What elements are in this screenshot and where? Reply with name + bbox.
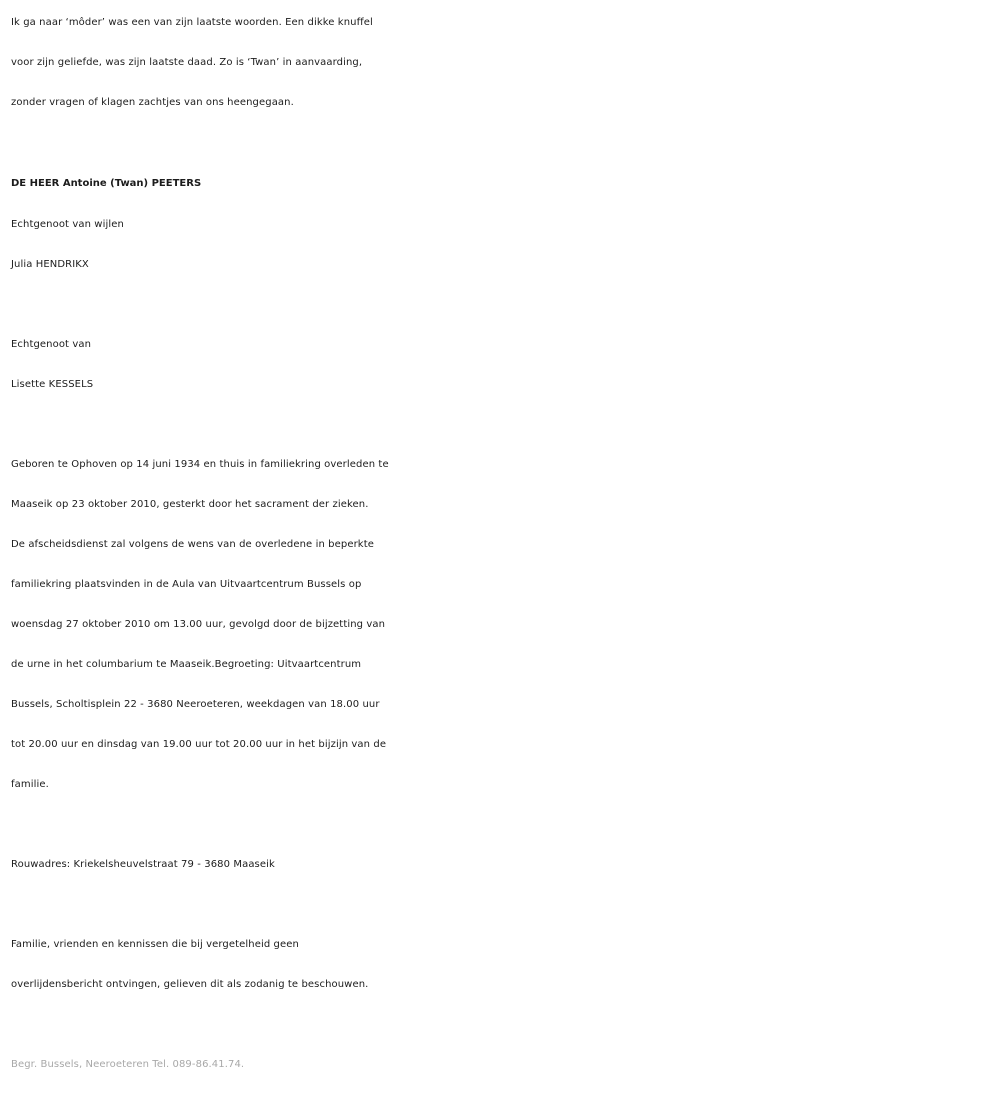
- deceased-name-heading: DE HEER Antoine (Twan) PEETERS: [11, 178, 202, 189]
- details-line: De afscheidsdienst zal volgens de wens van de overledene in beperkte: [11, 539, 374, 550]
- footer-block: [11, 1045, 996, 1085]
- notice-paragraph: [11, 925, 996, 1005]
- intro-line: voor zijn geliefde, was zijn laatste daad. Zo is ‘Twan’ in aanvaarding,: [11, 57, 363, 68]
- notice-line: overlijdensbericht ontvingen, gelieven dit als zodanig te beschouwen.: [11, 979, 369, 990]
- obituary-notice: [11, 3, 996, 1085]
- late-spouse-name: Julia HENDRIKX: [11, 259, 89, 270]
- late-spouse-label: Echtgenoot van wijlen: [11, 219, 124, 230]
- notice-line: Familie, vrienden en kennissen die bij vergetelheid geen: [11, 939, 299, 950]
- spouse-name: Lisette KESSELS: [11, 379, 94, 390]
- address-block: [11, 845, 996, 885]
- details-line: familie.: [11, 779, 49, 790]
- details-line: de urne in het columbarium te Maaseik.Begroeting: Uitvaartcentrum: [11, 659, 362, 670]
- late-spouse-block: [11, 205, 996, 285]
- details-line: tot 20.00 uur en dinsdag van 19.00 uur tot 20.00 uur in het bijzijn van de: [11, 739, 387, 750]
- funeral-home-footer: Begr. Bussels, Neeroeteren Tel. 089-86.41.74.: [11, 1059, 245, 1070]
- spouse-block: [11, 325, 996, 405]
- details-line: woensdag 27 oktober 2010 om 13.00 uur, gevolgd door de bijzetting van: [11, 619, 386, 630]
- details-line: Bussels, Scholtisplein 22 - 3680 Neeroeteren, weekdagen van 18.00 uur: [11, 699, 380, 710]
- details-line: Maaseik op 23 oktober 2010, gesterkt door het sacrament der zieken.: [11, 499, 369, 510]
- intro-line: Ik ga naar ‘môder’ was een van zijn laatste woorden. Een dikke knuffel: [11, 17, 373, 28]
- details-line: Geboren te Ophoven op 14 juni 1934 en thuis in familiekring overleden te: [11, 459, 389, 470]
- intro-line: zonder vragen of klagen zachtjes van ons heengegaan.: [11, 97, 294, 108]
- details-paragraph: [11, 445, 996, 805]
- mourning-address: Rouwadres: Kriekelsheuvelstraat 79 - 3680 Maaseik: [11, 859, 275, 870]
- details-line: familiekring plaatsvinden in de Aula van Uitvaartcentrum Bussels op: [11, 579, 362, 590]
- intro-paragraph: [11, 3, 996, 123]
- spouse-label: Echtgenoot van: [11, 339, 92, 350]
